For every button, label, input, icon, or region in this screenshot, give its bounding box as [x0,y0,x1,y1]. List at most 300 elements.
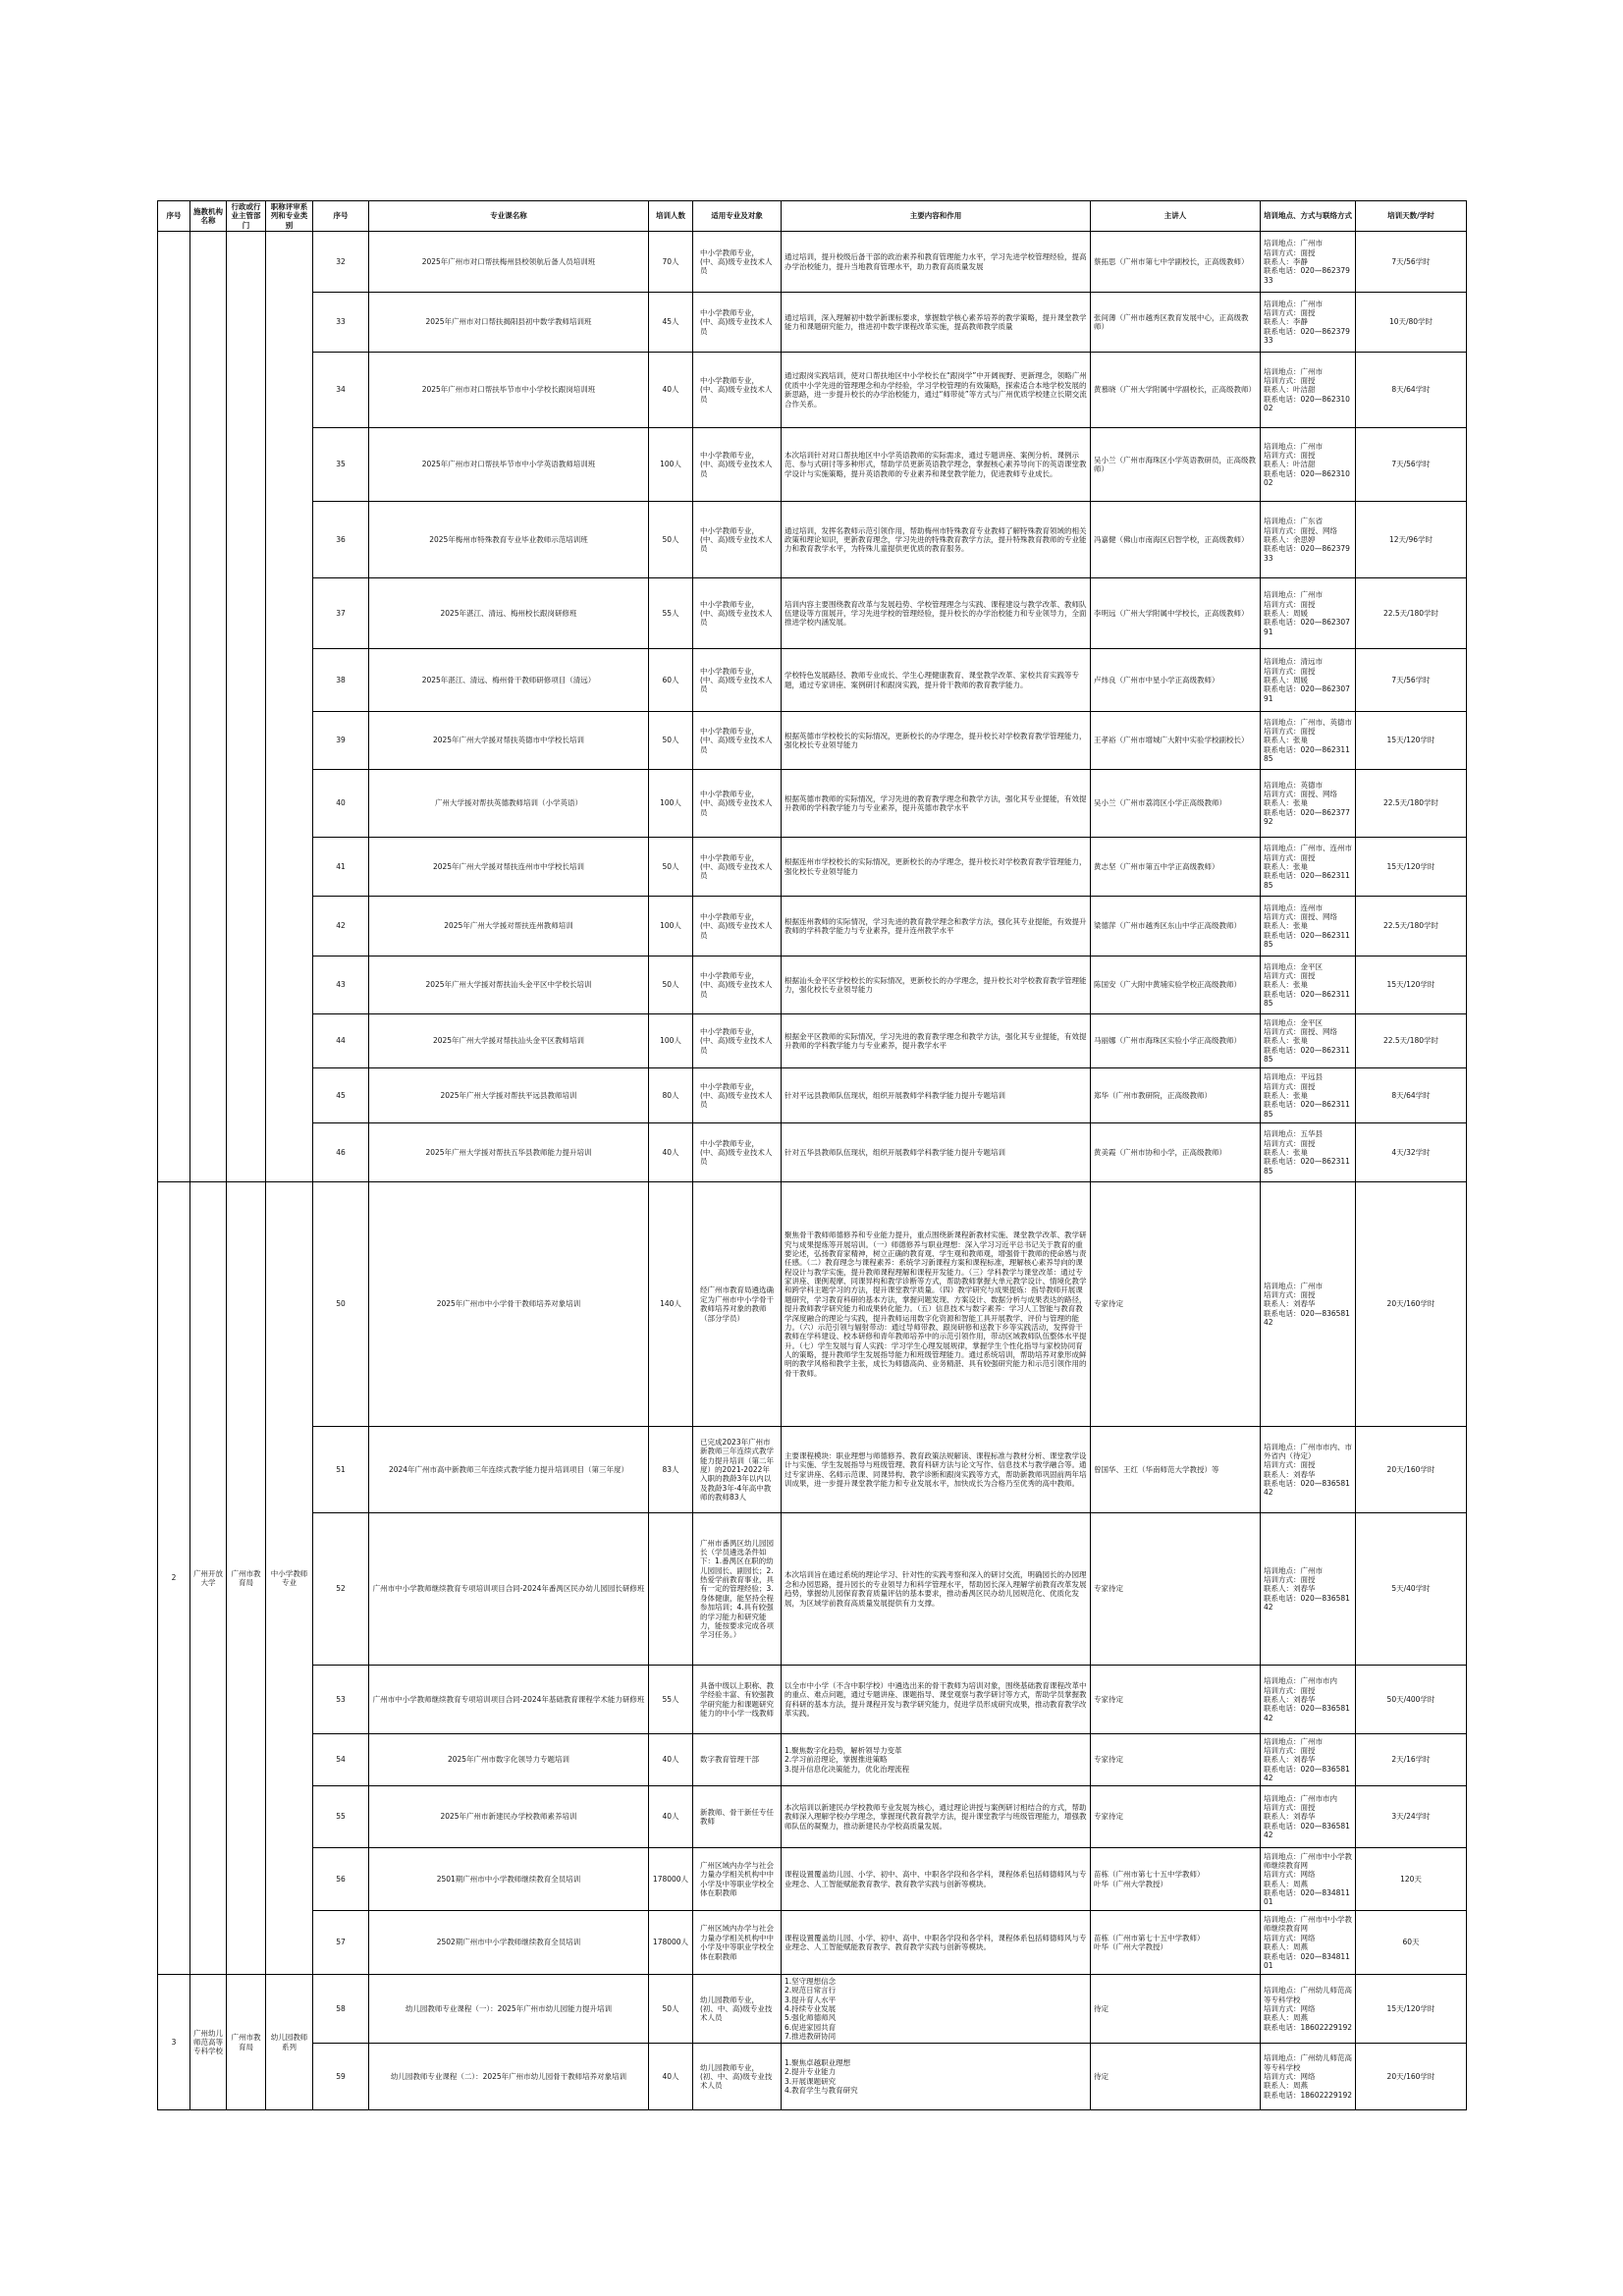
cell-target-text: 中小学教师专业，(中、高)级专业技术人员 [700,308,773,336]
cell-count [649,649,693,712]
cell-count-text: 100人 [660,460,681,469]
cell-days-text: 5天/40学时 [1391,1584,1431,1594]
cell-no [313,957,369,1014]
cell-no-text: 43 [336,980,346,990]
cell-content-text: 学校特色发展路径、教师专业成长、学生心理健康教育、课堂教学改革、家校共育实践等专题，通过专家讲座、案例研讨和跟岗实践，提升骨干教师的教育教学能力。 [784,671,1079,689]
cell-content-text: 培训内容主要围绕教育改革与发展趋势、学校管理理念与实践、课程建设与教学改革、教师队伍建设等方面展开，学习先进学校的管理经验，提升校长的办学治校能力和专业领导力，全面推进学校内涵发展。 [784,599,1087,628]
cell-lecturer-text: 专家待定 [1094,1584,1123,1594]
table-row [158,957,1467,1014]
cell-venue-text: 培训地点：清远市 培训方式：面授 联系人：周媛 联系电话：020—86230791 [1264,657,1350,703]
cell-days [1356,578,1467,649]
cell-content-text: 根据汕头金平区学校校长的实际情况，更新校长的办学理念，提升校长对学校教育教学管理能力，强化校长专业领导能力 [784,975,1087,995]
cell-count-text: 80人 [662,1090,679,1100]
cell-count-text: 50人 [662,534,679,544]
table-row [158,1848,1467,1911]
cell-seq-text: 3 [171,2037,177,2047]
cell-course-text: 广州大学援对帮扶英德教师培训（小学英语） [435,798,582,808]
header-no: 序号 [313,201,369,232]
cell-count [649,1848,693,1911]
cell-venue [1261,1014,1356,1068]
cell-course-text: 广州市中小学教师继续教育专项培训项目合同-2024年番禺区民办幼儿园园长研修班 [372,1584,645,1594]
cell-venue-text: 培训地点：广州市、连州市 培训方式：面授 联系人：张巢 联系电话：020—86231185 [1264,844,1352,890]
cell-no-text: 57 [336,1938,346,1947]
cell-days-text: 8天/64学时 [1391,1090,1431,1100]
cell-days [1356,838,1467,897]
cell-count [649,502,693,578]
cell-days [1356,1182,1467,1427]
cell-lecturer-text: 李明远（广州大学附属中学校长，正高级教师） [1094,608,1249,618]
cell-no-text: 59 [336,2071,346,2081]
cell-course [369,712,649,770]
cell-no-text: 58 [336,2003,346,2013]
cell-lecturer-text: 王孝裕（广州市增城广大附中实验学校副校长） [1094,736,1249,745]
cell-course [369,838,649,897]
cell-venue [1261,1068,1356,1123]
cell-course-text: 2025年湛江、清远、梅州校长跟岗研修班 [440,608,577,618]
header-venue: 培训地点、方式与联络方式 [1261,201,1356,232]
cell-content [782,428,1091,502]
cell-count [649,2044,693,2110]
cell-content-text: 1.坚守理想信念 2.规范日常言行 3.提升育人水平 4.持续专业发展 5.强化师德师风 6.促进家园共育 7.推进教研协同 [784,1976,837,2042]
cell-lecturer-text: 张间薄（广州市越秀区教育发展中心，正高级教师） [1094,312,1249,332]
cell-course-text: 幼儿园教师专业课程（一）：2025年广州市幼儿园能力提升培训 [405,2003,613,2013]
cell-course-text: 2024年广州市高中新教师三年连续式教学能力提升培训项目（第三年度） [388,1464,629,1474]
cell-no [313,1975,369,2044]
cell-content-text: 针对平远县教师队伍现状，组织开展教师学科教学能力提升专题培训 [784,1090,1005,1100]
cell-days [1356,1786,1467,1848]
cell-days [1356,1848,1467,1911]
cell-target [693,1666,782,1734]
cell-content [782,1734,1091,1786]
cell-seq [158,1975,190,2110]
cell-target [693,1975,782,2044]
cell-lecturer [1091,1848,1261,1911]
cell-content [782,1014,1091,1068]
cell-count [649,1123,693,1182]
cell-count-text: 55人 [662,1694,679,1704]
cell-org [190,1182,227,1975]
cell-content [782,502,1091,578]
cell-count-text: 70人 [662,256,679,266]
cell-days [1356,1734,1467,1786]
cell-days [1356,1068,1467,1123]
cell-venue-text: 培训地点：广州市中小学教师继续教育网 培训方式：网络 联系人：周燕 联系电话：020—83481101 [1264,1915,1352,1970]
cell-content [782,1975,1091,2044]
cell-no [313,502,369,578]
cell-course-text: 2025年广州市数字化领导力专题培训 [447,1755,570,1765]
cell-target [693,1734,782,1786]
cell-no-text: 50 [336,1299,346,1309]
cell-lecturer [1091,1513,1261,1666]
cell-target-text: 数字教育管理干部 [700,1755,759,1765]
cell-course-text: 2025年湛江、清远、梅州骨干教师研修项目（清远） [421,675,596,684]
cell-target-text: 广州区域内办学与社会力量办学相关机构中中小学及中等职业学校全体在职教师 [700,1860,774,1897]
cell-count-text: 40人 [662,2071,679,2081]
table-row [158,353,1467,428]
cell-venue [1261,1182,1356,1427]
cell-content-text: 1.聚焦数字化趋势，解析领导力变革 2.学习前沿理论，掌握推进策略 3.提升信息化决策能力，优化治理流程 [784,1746,910,1774]
cell-venue [1261,770,1356,838]
table-row [158,232,1467,293]
cell-course-text: 2025年广州市对口帮扶梅州县校领航后备人员培训班 [421,256,596,266]
cell-lecturer-text: 待定 [1094,2071,1109,2081]
cell-no-text: 52 [336,1584,346,1594]
cell-days [1356,2044,1467,2110]
table-row [158,2044,1467,2110]
cell-seq [158,1182,190,1975]
cell-target-text: 已完成2023年广州市新教师三年连续式教学能力提升培训（第二年度）的2021-2022年入职的教龄3年以内以及教龄3年-4年高中教师的教师83人 [700,1437,774,1503]
cell-content [782,1182,1091,1427]
cell-content [782,1427,1091,1513]
cell-content-text: 根据英德市教师的实际情况，学习先进的教育教学理念和教学方法，强化其专业提能，有效提升教师的学科教学能力与专业素养，提升英德市教学水平 [784,793,1087,813]
cell-target-text: 广州市番禺区幼儿园园长（学员遴选条件如下：1.番禺区在职的幼儿园园长、副园长；2.热爱学前教育事业，具有一定的管理经验；3.身体健康，能坚持全程参加培训；4.具有较强的学习能力和研究能力，能按要求完成各项学习任务。） [700,1538,774,1640]
table-row [158,1068,1467,1123]
table-row [158,1014,1467,1068]
cell-course-text: 2025年梅州市特殊教育专业毕业教师示范培训班 [429,534,588,544]
table-row [158,1975,1467,2044]
cell-course [369,1123,649,1182]
table-body [158,232,1467,2110]
cell-content [782,1068,1091,1123]
cell-lecturer [1091,1734,1261,1786]
cell-course [369,897,649,957]
cell-lecturer [1091,1427,1261,1513]
cell-series-text: 幼儿园教师系列 [270,2033,308,2051]
cell-lecturer-text: 陈国安（广大附中黄埔实验学校正高级教师） [1094,980,1241,990]
cell-days [1356,897,1467,957]
cell-venue-text: 培训地点：广州市市内、市外省内（待定） 培训方式：面授 联系人：刘春华 联系电话：020—83658142 [1264,1442,1352,1498]
cell-target-text: 中小学教师专业，(中、高)级专业技术人员 [700,451,773,478]
cell-content [782,353,1091,428]
cell-no [313,1666,369,1734]
table-row [158,1513,1467,1666]
cell-count [649,1666,693,1734]
cell-venue [1261,712,1356,770]
table-row [158,1123,1467,1182]
cell-lecturer [1091,1666,1261,1734]
cell-content [782,1513,1091,1666]
cell-content [782,770,1091,838]
cell-target [693,293,782,353]
cell-target [693,1427,782,1513]
cell-no-text: 46 [336,1147,346,1157]
cell-venue [1261,2044,1356,2110]
cell-dept [227,1182,266,1975]
cell-days-text: 7天/56学时 [1391,675,1431,684]
cell-days [1356,353,1467,428]
cell-no-text: 40 [336,798,346,808]
cell-days-text: 15天/120学时 [1386,861,1435,871]
cell-target [693,1911,782,1975]
cell-target [693,2044,782,2110]
cell-lecturer-text: 卢炜良（广州市中星小学正高级教师） [1094,675,1219,684]
cell-venue [1261,1786,1356,1848]
table-row [158,838,1467,897]
cell-no [313,1786,369,1848]
cell-lecturer [1091,1182,1261,1427]
cell-days-text: 22.5天/180学时 [1382,1036,1439,1046]
cell-lecturer-text: 待定 [1094,2003,1109,2013]
header-days: 培训天数/学时 [1356,201,1467,232]
cell-venue-text: 培训地点：五华县 培训方式：面授 联系人：张巢 联系电话：020—86231185 [1264,1129,1350,1175]
cell-count [649,1068,693,1123]
cell-venue [1261,957,1356,1014]
cell-days-text: 3天/24学时 [1391,1812,1431,1822]
cell-count [649,1014,693,1068]
cell-lecturer-text: 专家待定 [1094,1299,1123,1309]
cell-course-text: 2025年广州大学援对帮扶连州市中学校长培训 [432,861,585,871]
cell-seq-text: 2 [171,1573,177,1583]
cell-no [313,1513,369,1666]
cell-count-text: 178000人 [652,1874,689,1884]
cell-count [649,770,693,838]
cell-venue-text: 培训地点：广州市市内 培训方式：面授 联系人：刘春华 联系电话：020—83658142 [1264,1676,1350,1722]
cell-lecturer-text: 苗栋（广州市第七十五中学教师） 叶华（广州大学教授） [1094,1933,1205,1952]
cell-course [369,1666,649,1734]
cell-course [369,1786,649,1848]
cell-venue-text: 培训地点：金平区 培训方式：面授 联系人：张巢 联系电话：020—86231185 [1264,961,1350,1009]
cell-no-text: 44 [336,1036,346,1046]
cell-no-text: 51 [336,1464,346,1474]
cell-lecturer [1091,1786,1261,1848]
cell-lecturer [1091,293,1261,353]
cell-venue [1261,1427,1356,1513]
cell-count-text: 50人 [662,861,679,871]
cell-no [313,232,369,293]
cell-course [369,1427,649,1513]
cell-venue-text: 培训地点：广州市 培训方式：面授 联系人：刘春华 联系电话：020—83658142 [1264,1736,1350,1783]
cell-course-text: 2025年广州市对口帮扶揭阳县初中数学教师培训班 [425,317,592,327]
cell-target [693,578,782,649]
cell-course [369,1975,649,2044]
cell-days [1356,428,1467,502]
cell-content-text: 1.聚焦卓越职业理想 2.提升专业能力 3.开展课题研究 4.教育学生与教育研究 [784,2057,858,2095]
cell-count-text: 40人 [662,1755,679,1765]
cell-venue [1261,578,1356,649]
cell-lecturer [1091,770,1261,838]
cell-no [313,293,369,353]
cell-target-text: 中小学教师专业，(中、高)级专业技术人员 [700,971,773,999]
cell-venue [1261,649,1356,712]
cell-count [649,712,693,770]
cell-count-text: 100人 [660,921,681,931]
cell-content-text: 本次培训以新建民办学校教师专业发展为核心，通过理论讲授与案例研讨相结合的方式，帮助教师深入理解学校办学理念，掌握现代教育教学方法，提升课堂教学与班级管理能力，增强教师队伍的凝聚力，推动新建民办学校高质量发展。 [784,1803,1087,1831]
cell-content-text: 根据连州市学校校长的实际情况，更新校长的办学理念，提升校长对学校教育教学管理能力，强化校长专业领导能力 [784,857,1087,876]
cell-no-text: 41 [336,861,346,871]
training-table [157,200,1467,2110]
cell-days-text: 22.5天/180学时 [1382,798,1439,808]
cell-content-text: 根据连州教师的实际情况，学习先进的教育教学理念和教学方法，强化其专业提能，有效提升教师的学科教学能力与专业素养，提升连州教学水平 [784,916,1087,936]
cell-target [693,957,782,1014]
cell-days-text: 4天/32学时 [1391,1147,1431,1157]
cell-no-text: 36 [336,534,346,544]
cell-venue-text: 培训地点：连州市 培训方式：面授、网络 联系人：张巢 联系电话：020—86231185 [1264,902,1350,950]
cell-target [693,1182,782,1427]
cell-count [649,1182,693,1427]
cell-venue [1261,1666,1356,1734]
cell-course [369,1911,649,1975]
cell-org-text: 广州开放大学 [193,1568,223,1588]
cell-course [369,2044,649,2110]
cell-no [313,1123,369,1182]
cell-content [782,897,1091,957]
cell-days-text: 22.5天/180学时 [1382,921,1439,931]
cell-venue-text: 培训地点：平远县 培训方式：面授 联系人：张巢 联系电话：020—86231185 [1264,1072,1350,1119]
cell-days [1356,1123,1467,1182]
cell-days-text: 22.5天/180学时 [1382,608,1439,618]
cell-content [782,838,1091,897]
cell-course-text: 2025年广州大学援对帮扶五华县教师能力提升培训 [425,1147,592,1157]
cell-no [313,2044,369,2110]
cell-target-text: 中小学教师专业，(中、高)级专业技术人员 [700,852,773,881]
cell-days [1356,957,1467,1014]
table-row [158,1734,1467,1786]
cell-lecturer-text: 专家待定 [1094,1694,1123,1704]
cell-org [190,1975,227,2110]
cell-count [649,232,693,293]
cell-days [1356,770,1467,838]
cell-no [313,838,369,897]
cell-lecturer [1091,353,1261,428]
table-row [158,1182,1467,1427]
cell-venue [1261,1911,1356,1975]
cell-lecturer [1091,1975,1261,2044]
cell-count-text: 50人 [662,2003,679,2013]
cell-no [313,897,369,957]
cell-no-text: 54 [336,1755,346,1765]
cell-course-text: 2025年广州市对口帮扶毕节市中小学英语教师培训班 [421,460,596,469]
cell-content [782,1911,1091,1975]
cell-content [782,1786,1091,1848]
cell-target [693,712,782,770]
cell-count-text: 40人 [662,1147,679,1157]
cell-days [1356,1975,1467,2044]
cell-no [313,1734,369,1786]
cell-dept [227,232,266,1182]
cell-content-text: 聚焦骨干教师师德修养和专业能力提升，重点围绕新课程新教材实施、课堂教学改革、教学研究与成果提炼等开展培训。（一）师德修养与职业理想：深入学习习近平总书记关于教育的重要论述，弘扬教育家精神，树立正确的教育观、学生观和教师观，增强骨干教师的使命感与责任感。（二）教育理念与课程素养：系统学习新课程方案和课程标准，理解核心素养导向的课程设计与教学实施，提升教师课程理解和课程开发能力。（三）学科教学与课堂改革：通过专家讲座、课例观摩、同课异构和教学诊断等方式，帮助教师掌握大单元教学设计、情境化教学和跨学科主题学习的方法，提升课堂教学质量。（四）教学研究与成果提炼：指导教师开展课题研究，学习教育科研的基本方法，掌握问题发现、方案设计、数据分析与成果表达的路径，提升教师教学研究能力和成果转化能力。（五）信息技术与数字素养：学习人工智能与教育教学深度融合的理论与实践，提升教师运用数字化资源和智能工具开展教学、评价与管理的能力。（六）示范引领与辐射带动：通过导师带教、跟岗研修和送教下乡等实践活动，发挥骨干教师在学科建设、校本研修和青年教师培养中的示范引领作用，带动区域教师队伍整体水平提升。（七）学生发展与育人实践：学习学生心理发展规律，掌握学生个性化指导与家校协同育人的策略，提升教师学生发展指导能力和班级管理能力。通过系统培训，帮助培养对象形成鲜明的教学风格和教学主张，成长为师德高尚、业务精湛、具有较强研究能力和示范引领作用的骨干教师。 [784,1230,1087,1378]
cell-lecturer [1091,649,1261,712]
cell-course [369,770,649,838]
cell-lecturer [1091,897,1261,957]
cell-target-text: 中小学教师专业，(中、高)级专业技术人员 [700,666,773,694]
cell-days [1356,712,1467,770]
cell-venue [1261,1975,1356,2044]
cell-venue [1261,1848,1356,1911]
cell-count-text: 40人 [662,1812,679,1822]
header-lecturer: 主讲人 [1091,201,1261,232]
cell-lecturer [1091,578,1261,649]
cell-target [693,770,782,838]
cell-days-text: 50天/400学时 [1386,1694,1435,1704]
cell-lecturer [1091,957,1261,1014]
cell-content-text: 本次培训旨在通过系统的理论学习、针对性的实践考察和深入的研讨交流，明确园长的办园理念和办园思路，提升园长的专业领导力和科学管理水平，帮助园长深入理解学前教育改革发展趋势，掌握幼儿园保育教育质量评估的基本要求，推动番禺区民办幼儿园规范化、优质化发展，为区域学前教育高质量发展提供有力支撑。 [784,1570,1087,1608]
cell-course [369,353,649,428]
table-row [158,1911,1467,1975]
cell-lecturer [1091,502,1261,578]
cell-no-text: 56 [336,1874,346,1884]
cell-target-text: 中小学教师专业，(中、高)级专业技术人员 [700,912,773,940]
cell-days-text: 8天/64学时 [1391,385,1431,395]
cell-content [782,712,1091,770]
cell-venue-text: 培训地点：广州市中小学教师继续教育网 培训方式：网络 联系人：周燕 联系电话：020—83481101 [1264,1851,1352,1907]
cell-lecturer-text: 曾国华、王红（华南师范大学教授）等 [1094,1464,1219,1474]
cell-content-text: 以全市中小学（不含中职学校）中遴选出来的骨干教师为培训对象，围绕基础教育课程改革中的重点、难点问题，通过专题讲座、课题指导、课堂观察与教学研讨等方式，帮助学员掌握教育科研的基本方法，提升课程开发与教学研究能力，促进学员形成研究成果，推动教育教学改革实践。 [784,1680,1087,1718]
cell-target-text: 中小学教师专业，(中、高)级专业技术人员 [700,1027,773,1055]
cell-count [649,1786,693,1848]
cell-content [782,649,1091,712]
cell-days [1356,1513,1467,1666]
cell-target [693,897,782,957]
cell-lecturer-text: 黄志坚（广州市第五中学正高级教师） [1094,861,1219,871]
cell-course-text: 2025年广州市中小学骨干教师培养对象培训 [436,1299,581,1309]
cell-count-text: 50人 [662,736,679,745]
cell-days-text: 20天/160学时 [1386,1299,1435,1309]
cell-days-text: 7天/56学时 [1391,460,1431,469]
cell-count [649,1427,693,1513]
cell-target [693,1068,782,1123]
cell-course-text: 2025年广州大学援对帮扶平远县教师培训 [440,1090,577,1100]
cell-target-text: 具备中级以上职称、教学经验丰富、有较强教学研究能力和课题研究能力的中小学一线教师 [700,1680,774,1718]
cell-course [369,428,649,502]
cell-no [313,353,369,428]
cell-count [649,1975,693,2044]
cell-target [693,1786,782,1848]
cell-venue [1261,293,1356,353]
cell-dept [227,1975,266,2110]
cell-org [190,232,227,1182]
cell-venue-text: 培训地点：广州市 培训方式：面授 联系人：刘春华 联系电话：020—83658142 [1264,1281,1350,1328]
cell-lecturer-text: 苗栋（广州市第七十五中学教师） 叶华（广州大学教授） [1094,1870,1205,1888]
cell-days-text: 20天/160学时 [1386,2071,1435,2081]
cell-no [313,649,369,712]
cell-lecturer [1091,838,1261,897]
cell-lecturer [1091,232,1261,293]
cell-lecturer [1091,428,1261,502]
cell-target [693,428,782,502]
cell-count-text: 40人 [662,385,679,395]
cell-days [1356,1666,1467,1734]
cell-count-text: 45人 [662,317,679,327]
cell-lecturer-text: 黄美霞（广州市协和小学，正高级教师） [1094,1147,1226,1157]
cell-target-text: 中小学教师专业，(中、高)级专业技术人员 [700,1138,773,1167]
cell-no-text: 35 [336,460,346,469]
cell-target-text: 广州区域内办学与社会力量办学相关机构中中小学及中等职业学校全体在职教师 [700,1924,774,1961]
cell-content-text: 本次培训针对对口帮扶地区中小学英语教师的实际需求，通过专题讲座、案例分析、课例示范、参与式研讨等多种形式，帮助学员更新英语教学理念，掌握核心素养导向下的英语课堂教学设计与实施策略，提升英语教师的专业素养和课堂教学能力，促进教师专业成长。 [784,451,1087,478]
cell-content [782,1666,1091,1734]
cell-target-text: 中小学教师专业，(中、高)级专业技术人员 [700,376,773,404]
cell-lecturer-text: 吴小兰（广州市海珠区小学英语教研员，正高级教师） [1094,455,1256,474]
cell-count [649,957,693,1014]
cell-count-text: 100人 [660,1036,681,1046]
cell-no-text: 38 [336,675,346,684]
cell-course [369,293,649,353]
cell-course-text: 2025年广州大学援对帮扶英德市中学校长培训 [432,736,585,745]
cell-days-text: 10天/80学时 [1388,317,1434,327]
cell-course [369,1014,649,1068]
cell-days-text: 12天/96学时 [1388,534,1434,544]
cell-course-text: 广州市中小学教师继续教育专项培训项目合同-2024年基础教育课程学术能力研修班 [372,1694,645,1704]
cell-target-text: 中小学教师专业，(中、高)级专业技术人员 [700,790,773,817]
cell-lecturer [1091,1123,1261,1182]
cell-lecturer [1091,712,1261,770]
table-row [158,428,1467,502]
cell-target [693,649,782,712]
cell-no-text: 37 [336,608,346,618]
cell-content-text: 通过培训，深入理解初中数学新课标要求，掌握数学核心素养培养的教学策略，提升课堂教学能力和课题研究能力，推进初中数学课程改革实施，提高教师教学质量 [784,312,1087,332]
cell-venue-text: 培训地点：广州市 培训方式：面授 联系人：刘春华 联系电话：020—83658142 [1264,1565,1350,1613]
cell-count-text: 100人 [660,798,681,808]
cell-lecturer-text: 黄慕晓（广州大学附属中学副校长，正高级教师） [1094,385,1256,395]
